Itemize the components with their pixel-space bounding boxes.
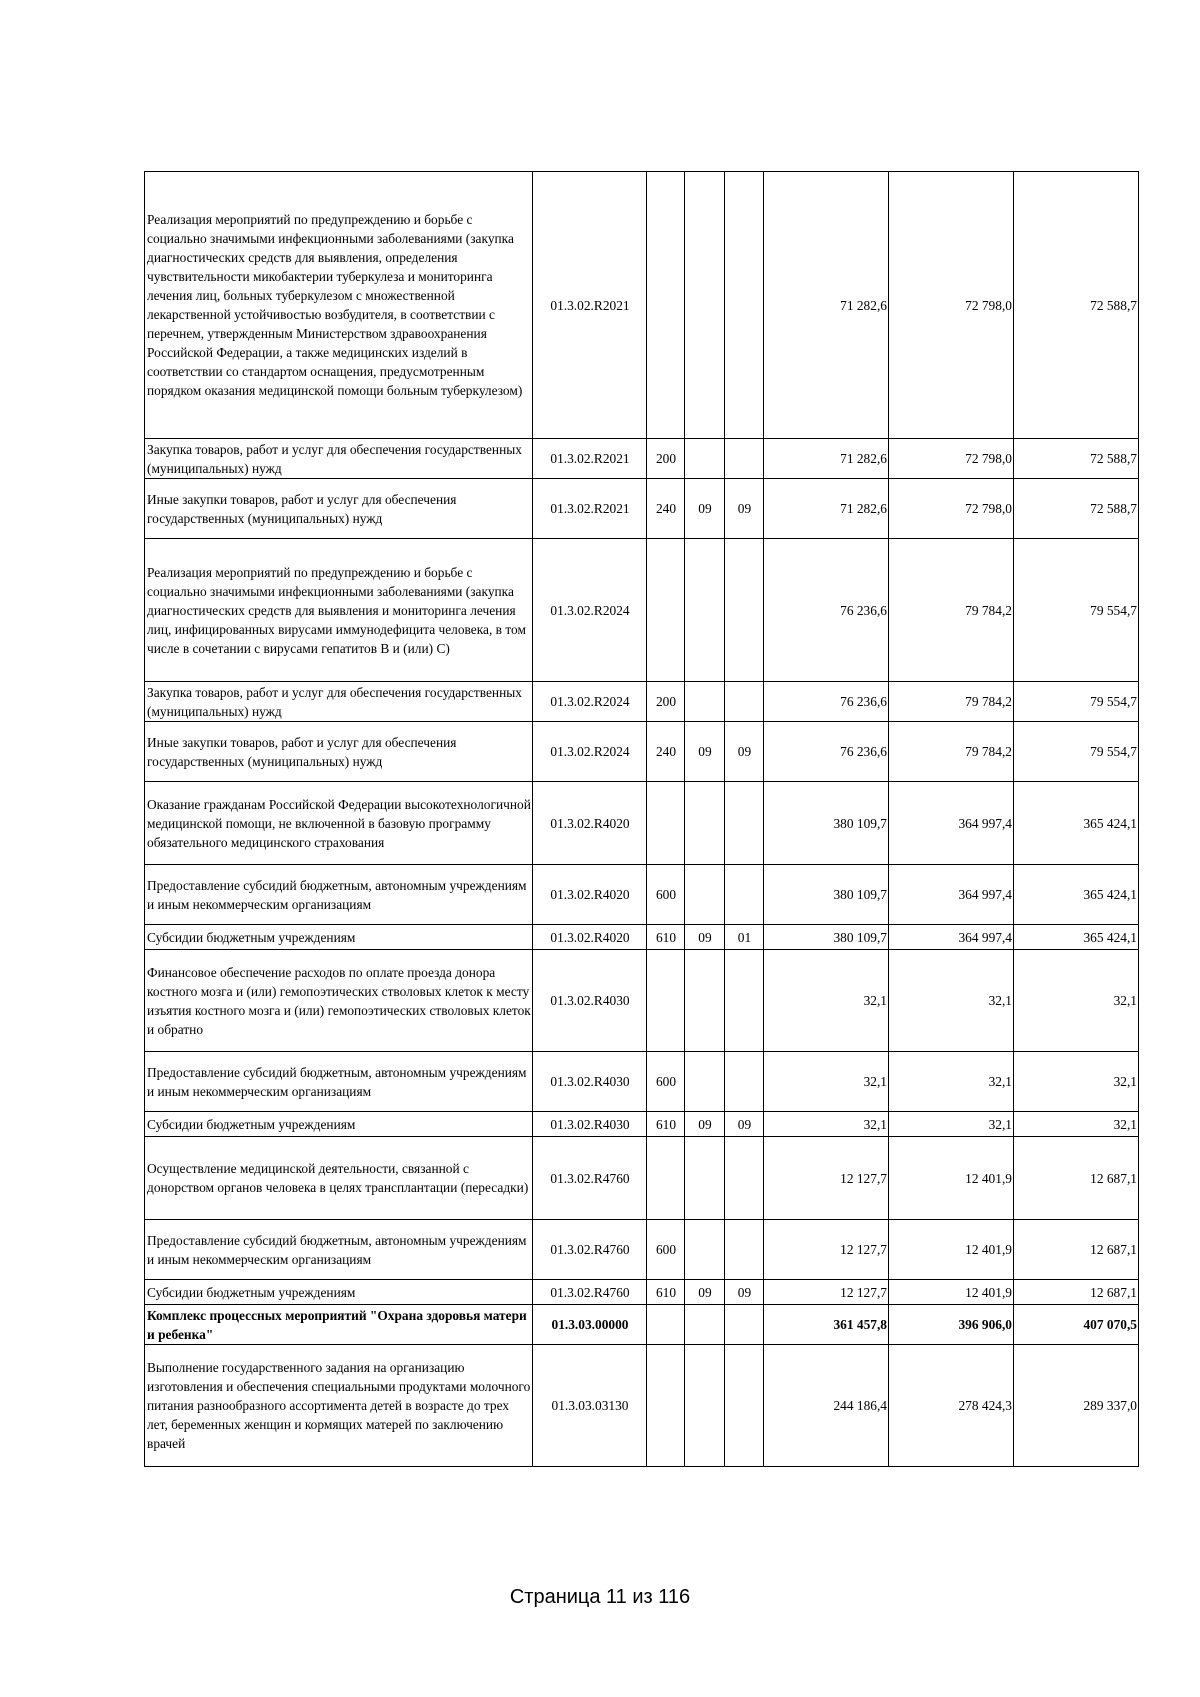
row-value-year2: 72 798,0 — [889, 172, 1014, 439]
table-row — [145, 479, 1139, 539]
row-name: Выполнение государственного задания на организацию изготовления и обеспечения специальными продуктами молочного питания разнообразного ассортимента детей в возрасте до трех лет, беременных женщин и кормящих матерей по заключению врачей — [145, 1345, 533, 1467]
row-value-year3: 32,1 — [1014, 1112, 1139, 1137]
row-value-year1: 76 236,6 — [764, 722, 889, 782]
table-row — [145, 172, 1139, 439]
row-name: Оказание гражданам Российской Федерации высокотехнологичной медицинской помощи, не включенной в базовую программу обязательного медицинского страхования — [145, 782, 533, 865]
row-expense-type — [647, 950, 685, 1052]
row-value-year2: 79 784,2 — [889, 722, 1014, 782]
row-value-year3: 79 554,7 — [1014, 682, 1139, 722]
row-name: Предоставление субсидий бюджетным, автономным учреждениям и иным некоммерческим организациям — [145, 865, 533, 925]
row-section: 09 — [685, 925, 725, 950]
row-expense-type — [647, 1137, 685, 1220]
row-name: Реализация мероприятий по предупреждению и борьбе с социально значимыми инфекционными заболеваниями (закупка диагностических средств для выявления и мониторинга лечения лиц, инфицированных вирусами иммунодефицита человека, в том числе в сочетании с вирусами гепатитов B и (или) C) — [145, 539, 533, 682]
row-value-year3: 72 588,7 — [1014, 439, 1139, 479]
row-section: 09 — [685, 1112, 725, 1137]
table-row — [145, 1137, 1139, 1220]
row-subsection — [725, 682, 764, 722]
table-row — [145, 722, 1139, 782]
row-value-year3: 32,1 — [1014, 1052, 1139, 1112]
row-section — [685, 682, 725, 722]
row-value-year1: 380 109,7 — [764, 925, 889, 950]
row-value-year2: 12 401,9 — [889, 1137, 1014, 1220]
row-subsection — [725, 865, 764, 925]
row-code: 01.3.02.R4020 — [533, 782, 647, 865]
row-code: 01.3.02.R4020 — [533, 925, 647, 950]
row-value-year2: 12 401,9 — [889, 1220, 1014, 1280]
row-code: 01.3.02.R4020 — [533, 865, 647, 925]
row-section — [685, 1345, 725, 1467]
row-expense-type — [647, 172, 685, 439]
row-section: 09 — [685, 479, 725, 539]
row-code: 01.3.02.R4760 — [533, 1280, 647, 1305]
row-section — [685, 172, 725, 439]
row-subsection — [725, 1345, 764, 1467]
row-code: 01.3.02.R4030 — [533, 950, 647, 1052]
row-expense-type — [647, 1305, 685, 1345]
row-code: 01.3.03.00000 — [533, 1305, 647, 1345]
row-value-year1: 71 282,6 — [764, 439, 889, 479]
row-value-year3: 12 687,1 — [1014, 1220, 1139, 1280]
table-row — [145, 1280, 1139, 1305]
row-value-year1: 380 109,7 — [764, 865, 889, 925]
table-row — [145, 1220, 1139, 1280]
table-row — [145, 1305, 1139, 1345]
row-name: Реализация мероприятий по предупреждению и борьбе с социально значимыми инфекционными заболеваниями (закупка диагностических средств для выявления, определения чувствительности микобактерии туберкулеза и мониторинга лечения лиц, больных туберкулезом с множественной лекарственной устойчивостью возбудителя, в соответствии с перечнем, утвержденным Министерством здравоохранения Российской Федерации, а также медицинских изделий в соответствии со стандартом оснащения, предусмотренным порядком оказания медицинской помощи больным туберкулезом) — [145, 172, 533, 439]
row-name: Предоставление субсидий бюджетным, автономным учреждениям и иным некоммерческим организациям — [145, 1052, 533, 1112]
row-code: 01.3.02.R2021 — [533, 439, 647, 479]
table-row — [145, 1345, 1139, 1467]
row-section — [685, 950, 725, 1052]
row-name: Осуществление медицинской деятельности, связанной с донорством органов человека в целях трансплантации (пересадки) — [145, 1137, 533, 1220]
row-value-year1: 244 186,4 — [764, 1345, 889, 1467]
row-section: 09 — [685, 1280, 725, 1305]
row-value-year2: 72 798,0 — [889, 439, 1014, 479]
row-expense-type — [647, 782, 685, 865]
row-code: 01.3.02.R2021 — [533, 172, 647, 439]
row-subsection — [725, 782, 764, 865]
row-expense-type: 610 — [647, 1112, 685, 1137]
row-expense-type: 600 — [647, 1052, 685, 1112]
row-value-year1: 361 457,8 — [764, 1305, 889, 1345]
row-value-year3: 12 687,1 — [1014, 1137, 1139, 1220]
row-value-year3: 365 424,1 — [1014, 865, 1139, 925]
row-expense-type: 240 — [647, 722, 685, 782]
row-code: 01.3.02.R2024 — [533, 539, 647, 682]
row-value-year3: 32,1 — [1014, 950, 1139, 1052]
row-expense-type — [647, 539, 685, 682]
row-value-year3: 72 588,7 — [1014, 172, 1139, 439]
row-value-year3: 289 337,0 — [1014, 1345, 1139, 1467]
row-name: Комплекс процессных мероприятий "Охрана здоровья матери и ребенка" — [145, 1305, 533, 1345]
row-name: Предоставление субсидий бюджетным, автономным учреждениям и иным некоммерческим организациям — [145, 1220, 533, 1280]
table-row — [145, 1052, 1139, 1112]
table-row — [145, 539, 1139, 682]
row-value-year1: 76 236,6 — [764, 682, 889, 722]
row-subsection — [725, 539, 764, 682]
table-row — [145, 1112, 1139, 1137]
row-value-year2: 79 784,2 — [889, 682, 1014, 722]
row-expense-type: 200 — [647, 682, 685, 722]
table-row — [145, 925, 1139, 950]
table-row — [145, 439, 1139, 479]
table-row — [145, 782, 1139, 865]
row-value-year1: 12 127,7 — [764, 1220, 889, 1280]
row-name: Субсидии бюджетным учреждениям — [145, 1112, 533, 1137]
row-code: 01.3.02.R4760 — [533, 1137, 647, 1220]
row-code: 01.3.02.R4030 — [533, 1052, 647, 1112]
row-code: 01.3.02.R4030 — [533, 1112, 647, 1137]
row-value-year1: 32,1 — [764, 1052, 889, 1112]
row-value-year2: 12 401,9 — [889, 1280, 1014, 1305]
row-section — [685, 1052, 725, 1112]
row-section: 09 — [685, 722, 725, 782]
row-section — [685, 439, 725, 479]
row-value-year2: 364 997,4 — [889, 782, 1014, 865]
row-value-year2: 79 784,2 — [889, 539, 1014, 682]
row-value-year2: 278 424,3 — [889, 1345, 1014, 1467]
row-name: Иные закупки товаров, работ и услуг для обеспечения государственных (муниципальных) нужд — [145, 479, 533, 539]
row-expense-type — [647, 1345, 685, 1467]
row-expense-type: 240 — [647, 479, 685, 539]
row-subsection: 09 — [725, 479, 764, 539]
row-expense-type: 200 — [647, 439, 685, 479]
row-code: 01.3.02.R2024 — [533, 682, 647, 722]
row-subsection: 09 — [725, 722, 764, 782]
row-value-year3: 72 588,7 — [1014, 479, 1139, 539]
row-code: 01.3.02.R4760 — [533, 1220, 647, 1280]
row-value-year1: 71 282,6 — [764, 172, 889, 439]
row-value-year2: 32,1 — [889, 950, 1014, 1052]
row-section — [685, 1305, 725, 1345]
row-value-year1: 71 282,6 — [764, 479, 889, 539]
row-value-year2: 364 997,4 — [889, 925, 1014, 950]
row-value-year3: 79 554,7 — [1014, 722, 1139, 782]
row-expense-type: 600 — [647, 865, 685, 925]
table-row — [145, 682, 1139, 722]
row-name: Субсидии бюджетным учреждениям — [145, 1280, 533, 1305]
row-expense-type: 610 — [647, 925, 685, 950]
row-expense-type: 610 — [647, 1280, 685, 1305]
row-value-year1: 76 236,6 — [764, 539, 889, 682]
page-number: Страница 11 из 116 — [509, 1586, 691, 1608]
row-value-year2: 32,1 — [889, 1112, 1014, 1137]
row-name: Финансовое обеспечение расходов по оплате проезда донора костного мозга и (или) гемопоэтических стволовых клеток к месту изъятия костного мозга и (или) гемопоэтических стволовых клеток и обратно — [145, 950, 533, 1052]
row-subsection — [725, 172, 764, 439]
row-subsection: 09 — [725, 1112, 764, 1137]
row-value-year2: 396 906,0 — [889, 1305, 1014, 1345]
table-row — [145, 865, 1139, 925]
row-subsection — [725, 1052, 764, 1112]
budget-table — [144, 171, 1139, 1467]
row-value-year1: 12 127,7 — [764, 1137, 889, 1220]
table-row — [145, 950, 1139, 1052]
row-section — [685, 782, 725, 865]
row-value-year1: 32,1 — [764, 950, 889, 1052]
row-code: 01.3.03.03130 — [533, 1345, 647, 1467]
row-subsection — [725, 439, 764, 479]
row-value-year1: 32,1 — [764, 1112, 889, 1137]
row-section — [685, 865, 725, 925]
row-subsection — [725, 1220, 764, 1280]
row-section — [685, 1137, 725, 1220]
row-value-year2: 72 798,0 — [889, 479, 1014, 539]
row-code: 01.3.02.R2024 — [533, 722, 647, 782]
row-code: 01.3.02.R2021 — [533, 479, 647, 539]
row-value-year2: 32,1 — [889, 1052, 1014, 1112]
row-value-year2: 364 997,4 — [889, 865, 1014, 925]
row-subsection — [725, 1305, 764, 1345]
row-value-year1: 380 109,7 — [764, 782, 889, 865]
row-value-year3: 365 424,1 — [1014, 925, 1139, 950]
row-section — [685, 1220, 725, 1280]
row-value-year1: 12 127,7 — [764, 1280, 889, 1305]
row-name: Субсидии бюджетным учреждениям — [145, 925, 533, 950]
row-section — [685, 539, 725, 682]
row-subsection: 01 — [725, 925, 764, 950]
row-name: Закупка товаров, работ и услуг для обеспечения государственных (муниципальных) нужд — [145, 439, 533, 479]
row-value-year3: 12 687,1 — [1014, 1280, 1139, 1305]
row-subsection — [725, 950, 764, 1052]
row-name: Иные закупки товаров, работ и услуг для обеспечения государственных (муниципальных) нужд — [145, 722, 533, 782]
row-value-year3: 365 424,1 — [1014, 782, 1139, 865]
row-value-year3: 79 554,7 — [1014, 539, 1139, 682]
row-subsection: 09 — [725, 1280, 764, 1305]
row-subsection — [725, 1137, 764, 1220]
row-name: Закупка товаров, работ и услуг для обеспечения государственных (муниципальных) нужд — [145, 682, 533, 722]
row-expense-type: 600 — [647, 1220, 685, 1280]
row-value-year3: 407 070,5 — [1014, 1305, 1139, 1345]
